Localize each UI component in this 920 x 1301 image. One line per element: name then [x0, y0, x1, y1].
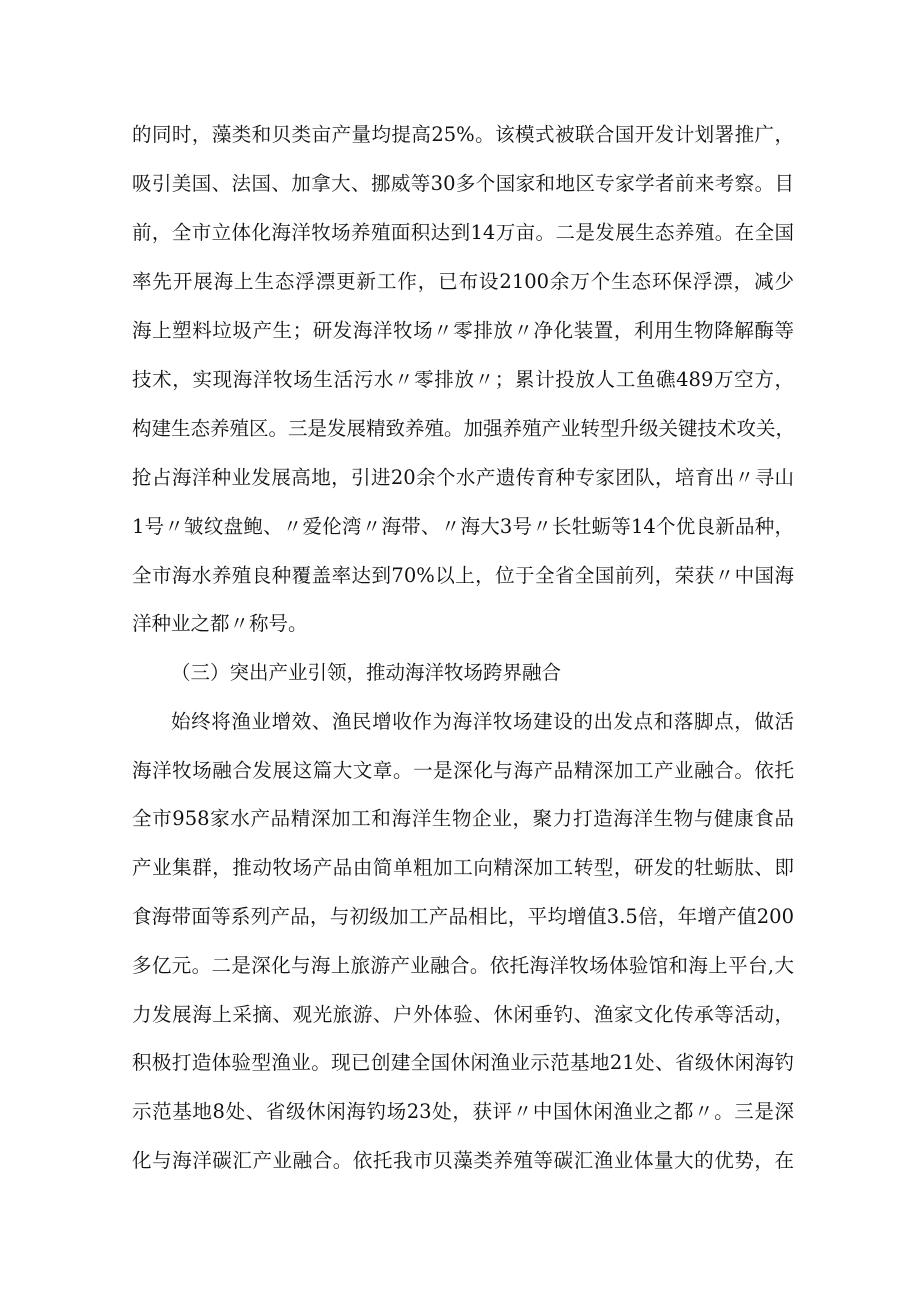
paragraph-2-line-5: 食海带面等系列产品，与初级加工产品相比，平均增值3.5倍，年增产值200 [132, 905, 794, 928]
paragraph-2-line-4: 产业集群，推动牧场产品由简单粗加工向精深加工转型，研发的牡蛎肽、即 [132, 856, 794, 879]
paragraph-2-line-10: 化与海洋碳汇产业融合。依托我市贝藻类养殖等碳汇渔业体量大的优势，在 [132, 1149, 794, 1172]
paragraph-1-line-11: 洋种业之都〃称号。 [132, 612, 308, 635]
paragraph-2-line-1: 始终将渔业增效、渔民增收作为海洋牧场建设的出发点和落脚点，做活 [171, 710, 794, 733]
paragraph-1-line-9: 1号〃皱纹盘鲍、〃爱伦湾〃海带、〃海大3号〃长牡蛎等14个优良新品种， [132, 515, 794, 538]
paragraph-2-line-6: 多亿元。二是深化与海上旅游产业融合。依托海洋牧场体验馆和海上平台,大 [132, 954, 794, 977]
paragraph-1-line-1: 的同时，藻类和贝类亩产量均提高25%。该模式被联合国开发计划署推广， [132, 123, 794, 146]
paragraph-1-line-5: 海上塑料垃圾产生；研发海洋牧场〃零排放〃净化装置，利用生物降解酶等 [132, 319, 794, 342]
paragraph-1-line-8: 抢占海洋种业发展高地，引进20余个水产遗传育种专家团队，培育出〃寻山 [132, 466, 794, 489]
paragraph-1-line-6: 技术，实现海洋牧场生活污水〃零排放〃；累计投放人工鱼礁489万空方， [132, 368, 794, 391]
paragraph-2-line-3: 全市958家水产品精深加工和海洋生物企业，聚力打造海洋生物与健康食品 [132, 807, 794, 830]
paragraph-1-line-2: 吸引美国、法国、加拿大、挪威等30多个国家和地区专家学者前来考察。目 [132, 172, 794, 195]
section-heading: （三）突出产业引领，推动海洋牧场跨界融合 [171, 661, 562, 684]
paragraph-2-line-2: 海洋牧场融合发展这篇大文章。一是深化与海产品精深加工产业融合。依托 [132, 759, 794, 782]
paragraph-1-line-4: 率先开展海上生态浮漂更新工作，已布设2100余万个生态环保浮漂，减少 [132, 270, 794, 293]
paragraph-2-line-7: 力发展海上采摘、观光旅游、户外体验、休闲垂钓、渔家文化传承等活动， [132, 1003, 794, 1026]
paragraph-2-line-8: 积极打造体验型渔业。现已创建全国休闲渔业示范基地21处、省级休闲海钓 [132, 1051, 794, 1074]
paragraph-1-line-3: 前，全市立体化海洋牧场养殖面积达到14万亩。二是发展生态养殖。在全国 [132, 221, 794, 244]
paragraph-1-line-7: 构建生态养殖区。三是发展精致养殖。加强养殖产业转型升级关键技术攻关， [132, 417, 796, 440]
paragraph-1-line-10: 全市海水养殖良种覆盖率达到70%以上，位于全省全国前列，荣获〃中国海 [132, 564, 794, 587]
paragraph-2-line-9: 示范基地8处、省级休闲海钓场23处，获评〃中国休闲渔业之都〃。三是深 [132, 1100, 794, 1123]
